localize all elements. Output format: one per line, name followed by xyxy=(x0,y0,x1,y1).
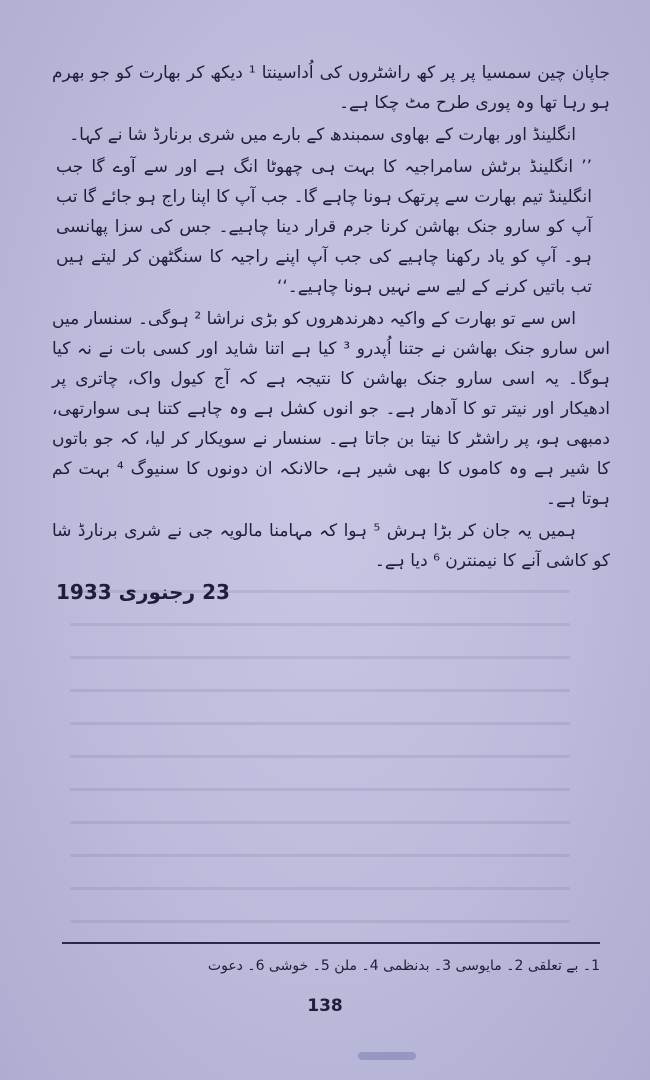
paragraph-1: جاپان چین سمسیا پر پر کھ راشٹروں کی اُداسینتا ¹ دیکھ کر بھارت کو جو بھرم ہو رہا تھا وہ پوری طرح مٹ چکا ہے۔ xyxy=(52,63,610,113)
page-number: 138 xyxy=(307,996,343,1016)
ink-smudge xyxy=(358,1052,416,1060)
main-text xyxy=(52,58,610,578)
footnote-divider xyxy=(62,942,600,944)
paragraph-2: انگلینڈ اور بھارت کے بھاوی سمبندھ کے بارے میں شری برنارڈ شا نے کہا۔ xyxy=(69,125,576,145)
shaw-quote: ’’ انگلینڈ برٹش سامراجیہ کا بہت ہی چھوٹا انگ ہے اور سے آوے گا جب انگلینڈ تیم بھارت سے پرتھک ہونا چاہے گا۔ جب آپ کا اپنا راج ہو جائے گا تب آپ کو سارو جنک بھاشن کرنا جرم قرار دینا چاہیے۔ جس کی سزا پھانسی ہو۔ آپ کو یاد رکھنا چاہیے کی جب آپ اپنے راجیہ کا سنگٹھن کر لیتے ہیں تب باتیں کرنے کے لیے سے نہیں ہونا چاہیے۔‘‘ xyxy=(56,157,592,297)
paragraph-5: ہمیں یہ جان کر بڑا ہرش ⁵ ہوا کہ مہامنا مالویہ جی نے شری برنارڈ شا کو کاشی آنے کا نیمنترن ⁶ دیا ہے۔ xyxy=(52,521,610,571)
paragraph-4: اس سے تو بھارت کے واکیہ دھرندھروں کو بڑی نراشا ² ہوگی۔ سنسار میں اس سارو جنک بھاشن نے جتنا اُپدرو ³ کیا ہے اتنا شاید اور کسی بات نے نہ کیا ہوگا۔ یہ اسی سارو جنک بھاشن کا نتیجہ ہے کہ آج کیول واک، چاتری پر ادھیکار اور نیتر تو کا آدھار ہے۔ جو انوں کشل ہے وہ چاہے کتنا ہی سوارتھی، دمبھی ہو، پر راشٹر کا نیتا بن جاتا ہے۔ سنسار نے سویکار کر لیا، کہ جو باتوں کا شیر ہے وہ کاموں کا بھی شیر ہے، حالانکہ ان دونوں کا سنیوگ ⁴ بہت کم ہوتا ہے۔ xyxy=(52,309,610,509)
article-date: 23 رجنوری 1933 xyxy=(56,580,230,604)
bleed-through-background xyxy=(70,560,570,940)
footnotes: 1۔ بے تعلقی 2۔ مایوسی 3۔ بدنظمی 4۔ ملن 5۔ خوشی 6۔ دعوت xyxy=(207,958,600,974)
